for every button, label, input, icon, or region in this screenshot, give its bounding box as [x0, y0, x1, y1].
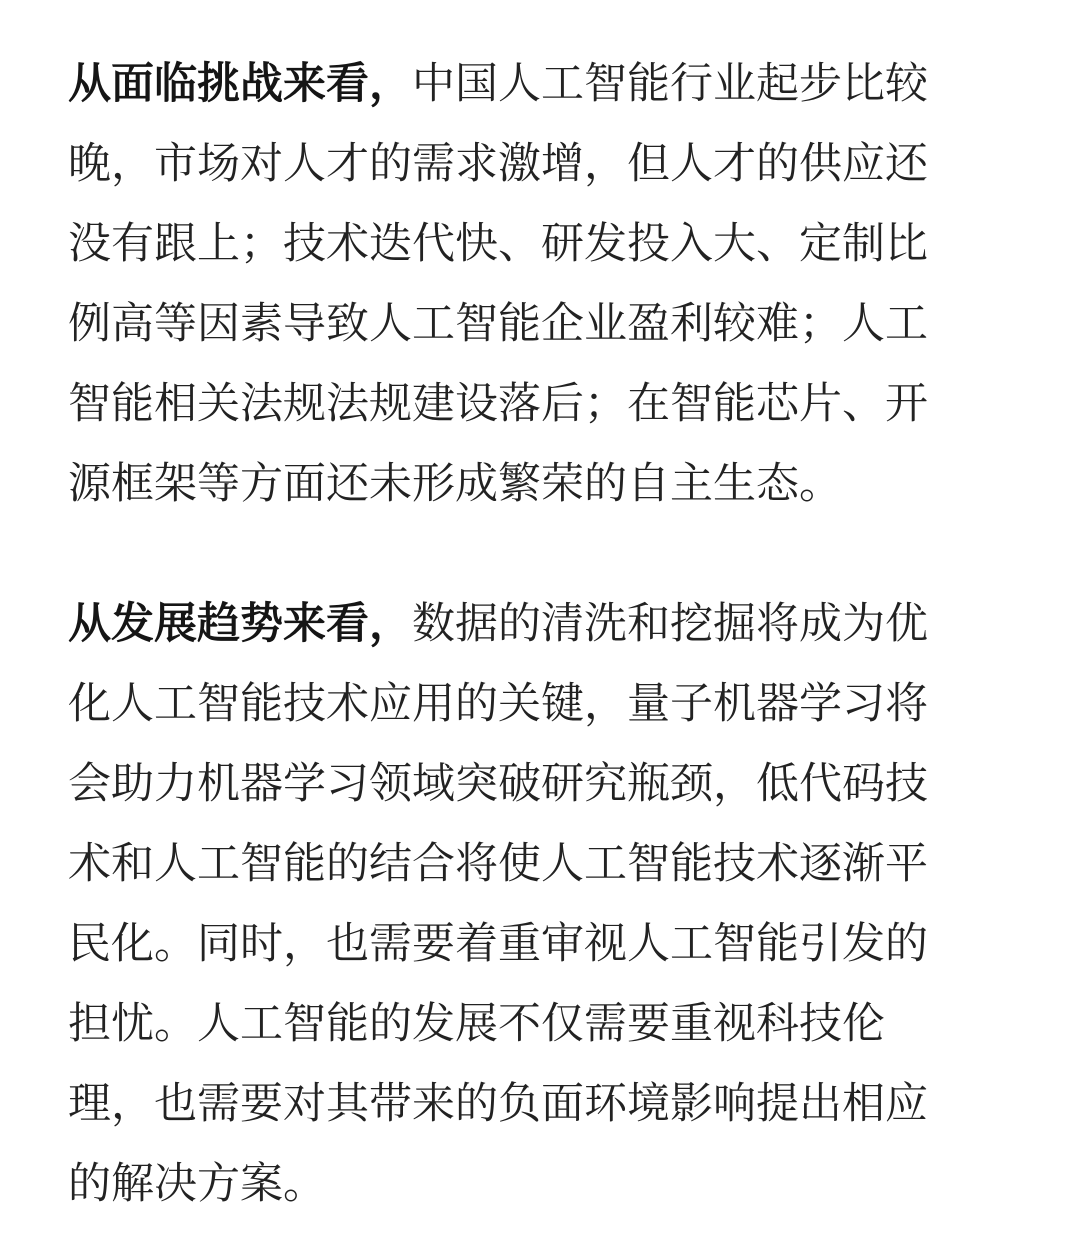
text-line: 没有跟上；技术迭代快、研发投入大、定制比 — [68, 219, 928, 269]
text-line: 智能相关法规法规建设落后；在智能芯片、开 — [68, 379, 928, 429]
paragraph-lead: 从发展趋势来看， — [68, 599, 412, 649]
article-body — [68, 44, 1014, 1224]
line-text: 中国人工智能行业起步比较 — [412, 59, 928, 109]
paragraph-trends — [68, 584, 1014, 1224]
text-line: 例高等因素导致人工智能企业盈利较难；人工 — [68, 299, 928, 349]
text-line: 的解决方案。 — [68, 1159, 326, 1209]
text-line: 源框架等方面还未形成繁荣的自主生态。 — [68, 459, 842, 509]
text-line: 术和人工智能的结合将使人工智能技术逐渐平 — [68, 839, 928, 889]
text-line — [68, 584, 1014, 664]
text-line: 晚，市场对人才的需求激增，但人才的供应还 — [68, 139, 928, 189]
line-text: 数据的清洗和挖掘将成为优 — [412, 599, 928, 649]
paragraph-challenges — [68, 44, 1014, 524]
text-line — [68, 44, 1014, 124]
text-line: 民化。同时，也需要着重审视人工智能引发的 — [68, 919, 928, 969]
text-line: 会助力机器学习领域突破研究瓶颈，低代码技 — [68, 759, 928, 809]
text-line: 理，也需要对其带来的负面环境影响提出相应 — [68, 1079, 928, 1129]
text-line: 担忧。人工智能的发展不仅需要重视科技伦 — [68, 999, 885, 1049]
paragraph-lead: 从面临挑战来看， — [68, 59, 412, 109]
text-line: 化人工智能技术应用的关键，量子机器学习将 — [68, 679, 928, 729]
